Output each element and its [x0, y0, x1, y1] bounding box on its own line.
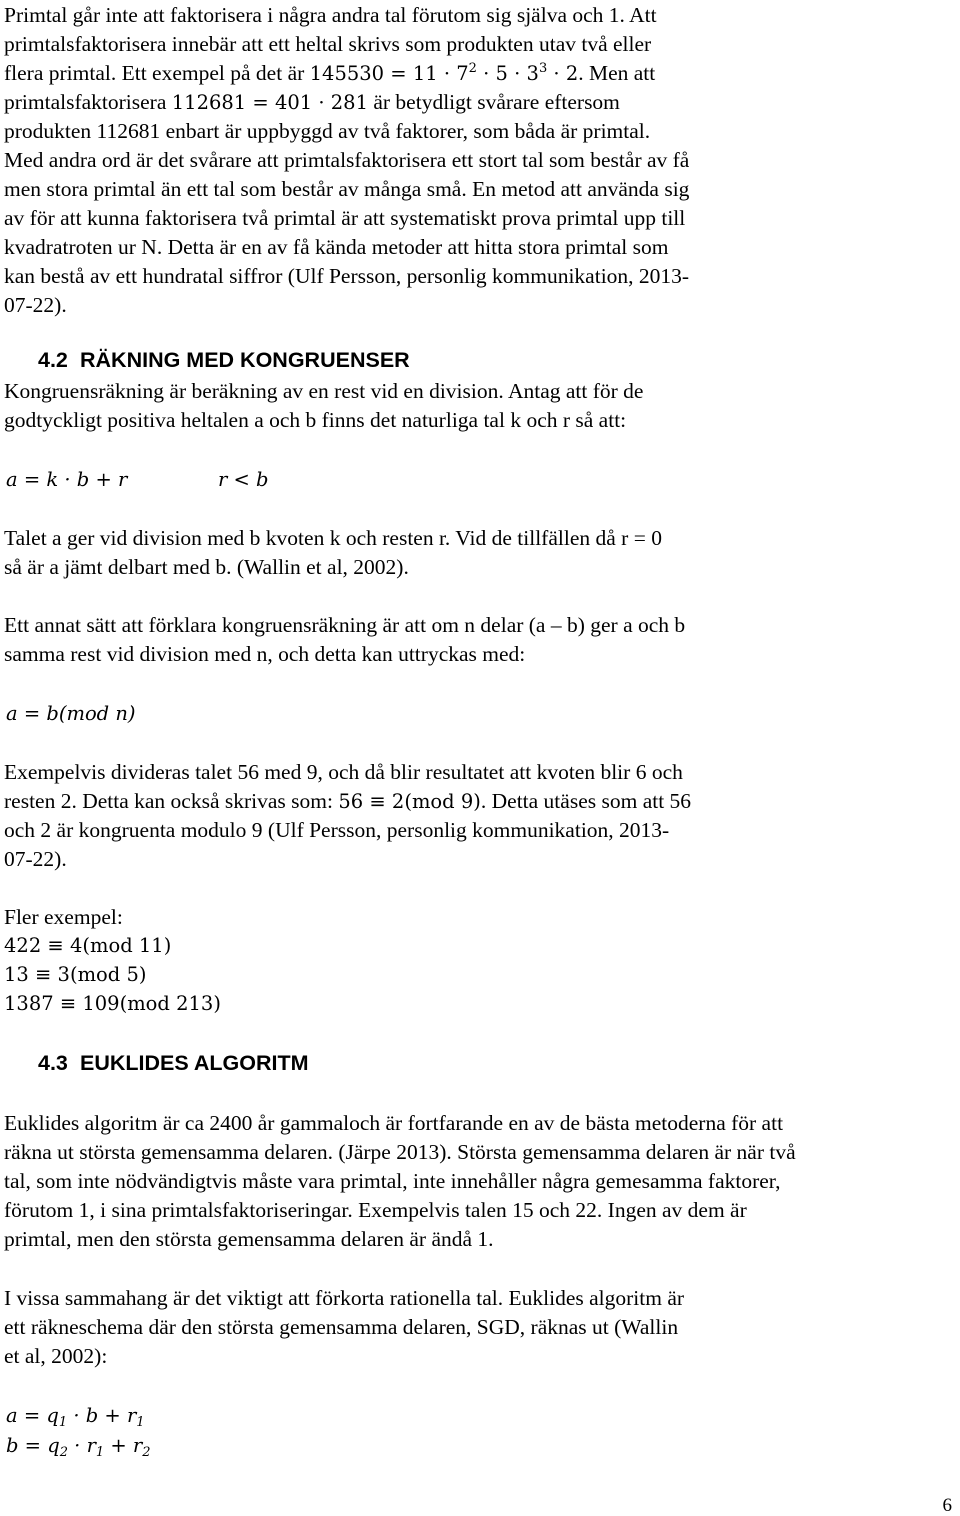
text-fragment: är betydligt svårare eftersom [373, 90, 620, 114]
text-line: räkna ut största gemensamma delaren. (Järpe 2013). Största gemensamma delaren är när två [4, 1140, 796, 1164]
text-line: kvadratroten ur N. Detta är en av få kända metoder att hitta stora primtal som [4, 235, 669, 259]
text-line: produkten 112681 enbart är uppbyggd av två faktorer, som båda är primtal. [4, 119, 651, 143]
equation-euclid-step: $b = q_2 \cdot r_1 + r_2$ [6, 1434, 151, 1460]
text-line: kan bestå av ett hundratal siffror (Ulf Persson, personlig kommunikation, 2013- [4, 264, 690, 288]
text-line: tal, som inte nödvändigtvis måste vara primtal, inte innehåller några gemesamma faktorer, [4, 1169, 781, 1193]
equation-division: a = k · b + r [6, 468, 128, 491]
equation-remainder-condition: r < b [218, 468, 269, 491]
section-title: EUKLIDES ALGORITM [80, 1051, 309, 1075]
text-line: förutom 1, i sina primtalsfaktoriseringar. Exempelvis talen 15 och 22. Ingen av dem är [4, 1198, 747, 1222]
text-line: men stora primtal än ett tal som består av många små. En metod att använda sig [4, 177, 690, 201]
text-line: I vissa sammahang är det viktigt att förkorta rationella tal. Euklides algoritm är [4, 1286, 685, 1310]
example-equation: 1387 ≡ 109(mod 213) [4, 992, 221, 1015]
equation-factorization: $145530 = 11 \cdot 7^2 \cdot 5 \cdot 3^3 \cdot 2$ [309, 61, 579, 85]
text-fragment: . Men att [578, 61, 656, 85]
example-equation: 422 ≡ 4(mod 11) [4, 934, 172, 957]
text-line: primtal, men den största gemensamma delaren är ändå 1. [4, 1227, 494, 1251]
section-number: 4.2 [38, 348, 68, 372]
text-line: av för att kunna faktorisera två primtal är att systematiskt prova primtal upp till [4, 206, 686, 230]
equation-congruence: a = b(mod n) [6, 702, 136, 725]
text-line: primtalsfaktorisera innebär att ett heltal skrivs som produkten utav två eller [4, 32, 652, 56]
text-fragment: . Detta utäses som att 56 [480, 789, 692, 813]
text-line: Ett annat sätt att förklara kongruensräkning är att om n delar (a – b) ger a och b [4, 613, 686, 637]
text-fragment: resten 2. Detta kan också skrivas som: [4, 789, 333, 813]
text-line [4, 92, 620, 114]
example-equation: 13 ≡ 3(mod 5) [4, 963, 147, 986]
text-line [4, 791, 691, 813]
text-line: Talet a ger vid division med b kvoten k och resten r. Vid de tillfällen då r = 0 [4, 526, 662, 550]
text-line: Kongruensräkning är beräkning av en rest vid en division. Antag att för de [4, 379, 644, 403]
section-number: 4.3 [38, 1051, 68, 1075]
text-line: et al, 2002): [4, 1344, 108, 1368]
text-line [4, 63, 655, 85]
page-number: 6 [942, 1495, 952, 1516]
text-line: 07-22). [4, 847, 67, 871]
equation-56-mod-9: 56 ≡ 2(mod 9) [338, 790, 481, 813]
text-line: ett räkneschema där den största gemensamma delaren, SGD, räknas ut (Wallin [4, 1315, 679, 1339]
text-line: så är a jämt delbart med b. (Wallin et al, 2002). [4, 555, 409, 579]
text-line: godtyckligt positiva heltalen a och b finns det naturliga tal k och r så att: [4, 408, 627, 432]
text-line: samma rest vid division med n, och detta kan uttryckas med: [4, 642, 526, 666]
text-fragment: primtalsfaktorisera [4, 90, 167, 114]
text-line: Exempelvis divideras talet 56 med 9, och då blir resultatet att kvoten blir 6 och [4, 760, 683, 784]
equation-euclid-step: $a = q_1 \cdot b + r_1$ [6, 1404, 145, 1430]
text-line: och 2 är kongruenta modulo 9 (Ulf Persson, personlig kommunikation, 2013- [4, 818, 670, 842]
text-fragment: flera primtal. Ett exempel på det är [4, 61, 305, 85]
text-line: Euklides algoritm är ca 2400 år gammaloch är fortfarande en av de bästa metoderna för att [4, 1111, 784, 1135]
examples-label: Fler exempel: [4, 905, 123, 929]
equation-product: 112681 = 401 · 281 [171, 91, 368, 114]
text-line: 07-22). [4, 293, 67, 317]
text-line: Med andra ord är det svårare att primtalsfaktorisera ett stort tal som består av få [4, 148, 690, 172]
text-line: Primtal går inte att faktorisera i några andra tal förutom sig själva och 1. Att [4, 3, 657, 27]
section-title: RÄKNING MED KONGRUENSER [80, 348, 410, 372]
